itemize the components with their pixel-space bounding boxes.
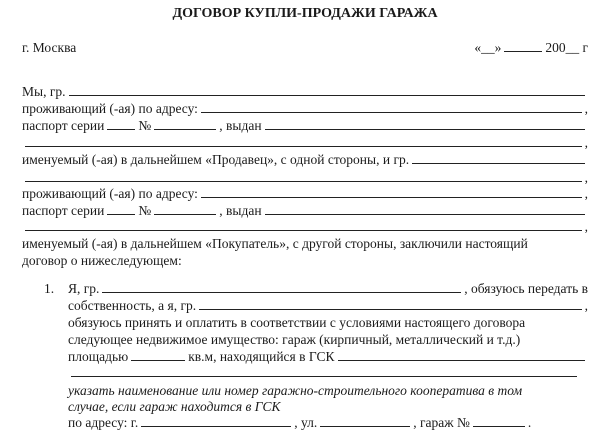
- passport-series-blank[interactable]: [107, 119, 135, 130]
- blank-row: ,: [22, 135, 588, 152]
- buyer-name-blank-2[interactable]: [25, 171, 582, 182]
- buyer-clause-row: именуемый (-ая) в дальнейшем «Покупатель», с другой стороны, заключили настоящий: [22, 236, 528, 251]
- clause1-row1: Я, гр. , обязуюсь передать в: [68, 281, 588, 296]
- buyer-address-row: проживающий (-ая) по адресу: ,: [22, 186, 588, 201]
- passport-series-blank[interactable]: [107, 204, 135, 215]
- blank-row: [68, 366, 580, 383]
- area-blank[interactable]: [131, 350, 185, 361]
- buyer-name-blank[interactable]: [199, 299, 582, 310]
- seller-name-row: Мы, гр.: [22, 84, 588, 101]
- clause1-row2: собственность, а я, гр. ,: [68, 298, 588, 313]
- buyer-address-blank[interactable]: [201, 187, 582, 198]
- passport-number-blank[interactable]: [154, 119, 216, 130]
- seller-passport-row: паспорт серии № , выдан: [22, 118, 588, 135]
- gsk-blank-2[interactable]: [71, 366, 577, 377]
- street-blank[interactable]: [320, 416, 410, 427]
- gsk-note-2: случае, если гараж находится в ГСК: [68, 399, 281, 414]
- buyer-name-blank[interactable]: [412, 153, 585, 164]
- date-field: «__» 200__ г: [474, 40, 588, 55]
- clause1-row3: обязуюсь принять и оплатить в соответствии с условиями настоящего договора: [68, 315, 526, 330]
- seller-name-blank[interactable]: [69, 85, 586, 96]
- passport-number-blank[interactable]: [154, 204, 216, 215]
- clause-number: 1.: [44, 281, 55, 296]
- blank-row: ,: [22, 170, 588, 187]
- clause1-row5: площадью кв.м, находящийся в ГСК: [68, 349, 588, 366]
- city: г. Москва: [22, 40, 77, 55]
- issued-by-blank-2[interactable]: [25, 220, 582, 231]
- seller-clause-row: именуемый (-ая) в дальнейшем «Продавец», с одной стороны, и гр.: [22, 152, 588, 169]
- city-date-row: [22, 40, 588, 57]
- issued-by-blank[interactable]: [265, 119, 585, 130]
- issued-by-blank-2[interactable]: [25, 136, 582, 147]
- buyer-clause-row-2: договор о нижеследующем:: [22, 253, 182, 268]
- buyer-passport-row: паспорт серии № , выдан: [22, 203, 588, 220]
- city-blank[interactable]: [141, 416, 291, 427]
- seller-address-row: проживающий (-ая) по адресу: ,: [22, 101, 588, 116]
- gsk-note-1: указать наименование или номер гаражно-строительного кооператива в том: [68, 383, 523, 398]
- address-row: по адресу: г. , ул. , гараж № .: [68, 415, 532, 430]
- blank-row: ,: [22, 219, 588, 236]
- garage-number-blank[interactable]: [473, 416, 525, 427]
- seller-address-blank[interactable]: [201, 102, 582, 113]
- issued-by-blank[interactable]: [265, 204, 585, 215]
- seller-name-blank[interactable]: [102, 282, 461, 293]
- gsk-blank[interactable]: [338, 350, 585, 361]
- document-title: ДОГОВОР КУПЛИ-ПРОДАЖИ ГАРАЖА: [172, 6, 438, 21]
- clause1-row4: следующее недвижимое имущество: гараж (кирпичный, металлический и т.д.): [68, 332, 521, 347]
